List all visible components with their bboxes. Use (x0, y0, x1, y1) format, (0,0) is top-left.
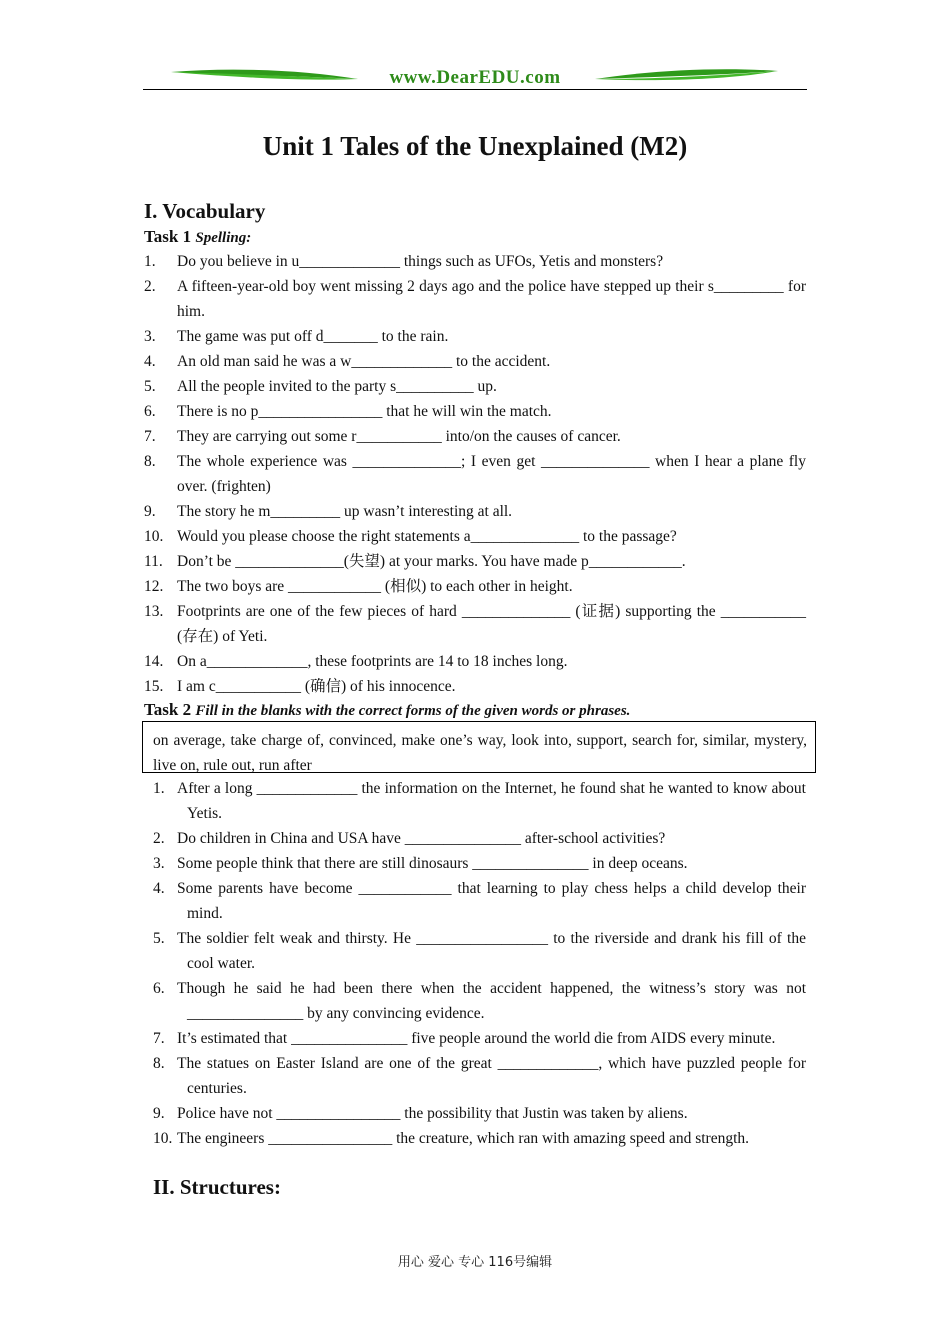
header-rule (143, 89, 807, 90)
question-item (144, 399, 806, 424)
question-number: 8. (153, 1055, 165, 1072)
question-number: 5. (144, 378, 156, 395)
task2-heading (144, 700, 630, 720)
question-item (144, 449, 806, 499)
question-number: 7. (153, 1030, 165, 1047)
question-text: There is no p________________ that he will win the match. (177, 403, 552, 420)
question-text: The whole experience was ______________; I even get ______________ when I hear a plane fly over. (frighten) (177, 453, 806, 495)
question-number: 12. (144, 578, 164, 595)
question-item (153, 976, 806, 1026)
question-item (144, 674, 806, 699)
question-number: 5. (153, 930, 165, 947)
question-item (144, 549, 806, 574)
site-header (143, 62, 807, 92)
question-item (153, 926, 806, 976)
question-text: Some people think that there are still dinosaurs _______________ in deep oceans. (177, 855, 688, 872)
task1-list (144, 249, 806, 699)
question-item (153, 876, 806, 926)
task1-instruction: Spelling: (195, 230, 252, 246)
section-heading-structures: II. Structures: (153, 1175, 281, 1199)
question-number: 3. (153, 855, 165, 872)
question-number: 10. (144, 528, 164, 545)
question-number: 7. (144, 428, 156, 445)
question-item (153, 1126, 806, 1151)
question-text: They are carrying out some r___________ into/on the causes of cancer. (177, 428, 621, 445)
question-text: A fifteen-year-old boy went missing 2 days ago and the police have stepped up their s_________ for him. (177, 278, 806, 320)
question-item (144, 524, 806, 549)
question-text: All the people invited to the party s__________ up. (177, 378, 497, 395)
question-item (144, 649, 806, 674)
question-text: The game was put off d_______ to the rain. (177, 328, 449, 345)
question-number: 1. (144, 253, 156, 270)
question-number: 8. (144, 453, 156, 470)
question-number: 11. (144, 553, 163, 570)
question-number: 3. (144, 328, 156, 345)
question-text: The two boys are ____________ (相似) to each other in height. (177, 578, 573, 595)
question-text: Though he said he had been there when the accident happened, the witness’s story was not _______________ by any convincing evidence. (177, 980, 806, 1022)
question-item (144, 574, 806, 599)
question-item (144, 599, 806, 649)
question-number: 15. (144, 678, 164, 695)
question-item (144, 274, 806, 324)
question-number: 4. (144, 353, 156, 370)
question-text: The engineers ________________ the creature, which ran with amazing speed and strength. (177, 1130, 750, 1147)
question-item (144, 424, 806, 449)
question-number: 13. (144, 603, 164, 620)
question-item (153, 1051, 806, 1101)
question-text: After a long _____________ the information on the Internet, he found shat he wanted to know about Yetis. (177, 780, 806, 822)
question-text: Police have not ________________ the possibility that Justin was taken by aliens. (177, 1105, 688, 1122)
question-text: The statues on Easter Island are one of the great _____________, which have puzzled people for centuries. (177, 1055, 806, 1097)
site-name[interactable]: www.DearEDU.com (389, 67, 561, 88)
task2-list (153, 776, 806, 1151)
question-item (144, 349, 806, 374)
question-item (144, 324, 806, 349)
question-text: Don’t be ______________(失望) at your marks. You have made p____________. (177, 553, 686, 570)
question-text: The soldier felt weak and thirsty. He _________________ to the riverside and drank his fill of the cool water. (177, 930, 806, 972)
question-number: 6. (153, 980, 165, 997)
page-footer: 用心 爱心 专心 116号编辑 (397, 1255, 553, 1270)
question-number: 2. (144, 278, 156, 295)
question-text: Would you please choose the right statements a______________ to the passage? (177, 528, 677, 545)
question-text: I am c___________ (确信) of his innocence. (177, 678, 456, 695)
question-number: 9. (144, 503, 156, 520)
question-number: 2. (153, 830, 165, 847)
question-text: An old man said he was a w_____________ to the accident. (177, 353, 551, 370)
task2-label: Task 2 (144, 700, 192, 719)
question-number: 10. (153, 1130, 173, 1147)
task1-heading (144, 227, 251, 247)
question-number: 4. (153, 880, 165, 897)
question-item (153, 826, 806, 851)
question-item (144, 374, 806, 399)
question-number: 6. (144, 403, 156, 420)
question-text: Footprints are one of the few pieces of hard ______________ (证据) supporting the ___________ (存在) of Yeti. (177, 603, 806, 645)
task1-label: Task 1 (144, 227, 192, 246)
question-number: 9. (153, 1105, 165, 1122)
question-text: The story he m_________ up wasn’t interesting at all. (177, 503, 513, 520)
question-text: Some parents have become ____________ that learning to play chess helps a child develop their mind. (177, 880, 806, 922)
word-bank-box: on average, take charge of, convinced, make one’s way, look into, support, search for, similar, mystery, live on, rule out, run after (142, 721, 816, 773)
question-item (153, 776, 806, 826)
question-text: Do you believe in u_____________ things such as UFOs, Yetis and monsters? (177, 253, 664, 270)
section-heading-vocabulary: I. Vocabulary (144, 199, 266, 223)
question-item (153, 851, 806, 876)
question-text: Do children in China and USA have _______________ after-school activities? (177, 830, 666, 847)
question-number: 14. (144, 653, 164, 670)
question-number: 1. (153, 780, 165, 797)
question-item (144, 249, 806, 274)
page-title: Unit 1 Tales of the Unexplained (M2) (262, 131, 688, 161)
question-item (144, 499, 806, 524)
task2-instruction: Fill in the blanks with the correct forms of the given words or phrases. (195, 703, 631, 719)
question-text: On a_____________, these footprints are 14 to 18 inches long. (177, 653, 568, 670)
question-text: It’s estimated that _______________ five people around the world die from AIDS every minute. (177, 1030, 776, 1047)
question-item (153, 1101, 806, 1126)
question-item (153, 1026, 806, 1051)
